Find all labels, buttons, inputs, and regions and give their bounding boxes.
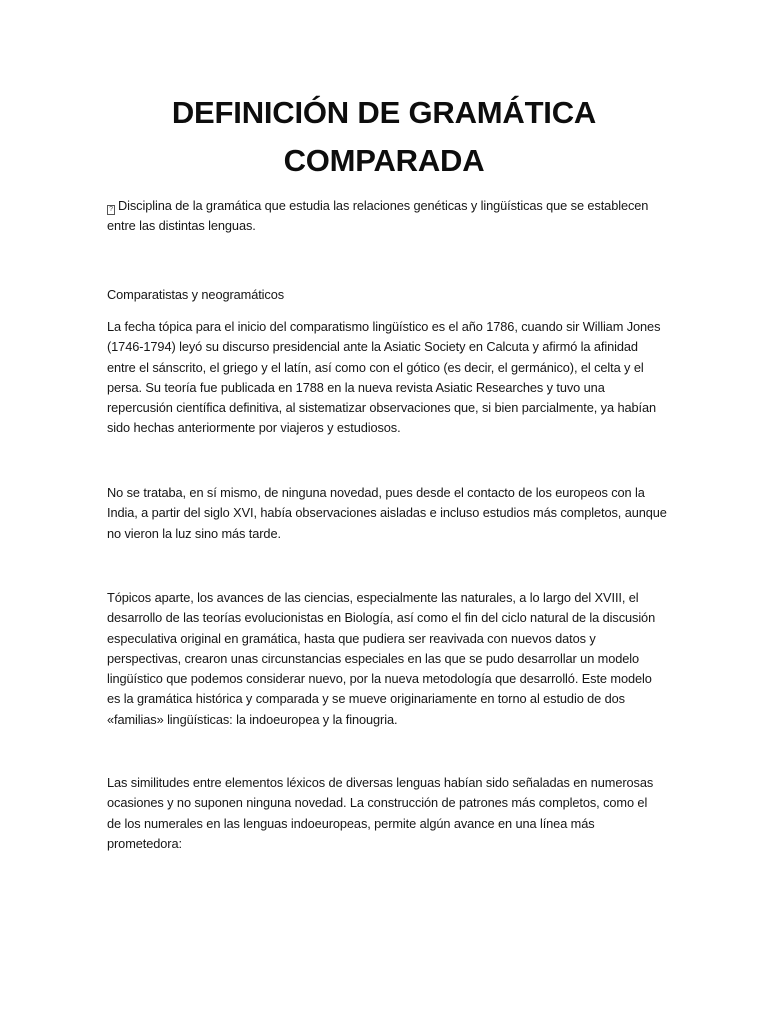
section-heading (107, 285, 673, 305)
paragraph-line: ocasiones y no suponen ninguna novedad. La construcción de patrones más completos, como el (107, 795, 648, 811)
paragraph-line: prometedora: (107, 835, 182, 851)
paragraph-1 (107, 317, 673, 439)
page-title-line-1: DEFINICIÓN DE GRAMÁTICA (171, 95, 597, 130)
missing-glyph-icon: ? (107, 205, 115, 215)
intro-line-1 (107, 196, 673, 216)
page-title-line-2: COMPARADA (283, 143, 485, 178)
paragraph-line: entre el sánscrito, el griego y el latín, así como con el gótico (es decir, el germánico), el celta y el (107, 359, 644, 375)
paragraph-line: India, a partir del siglo XVI, había observaciones aisladas e incluso estudios más completos, aunque (107, 505, 667, 521)
paragraph-line: repercusión científica definitiva, al sistematizar observaciones que, si bien parcialmente, ya habían (107, 400, 656, 416)
paragraph-line: No se trataba, en sí mismo, de ninguna novedad, pues desde el contacto de los europeos con la (107, 485, 645, 500)
paragraph-line: no vieron la luz sino más tarde. (107, 525, 281, 541)
intro-definition (107, 196, 673, 237)
paragraph-line: especulativa original en gramática, hasta que pudiera ser reavivada con nuevos datos y (107, 630, 596, 646)
paragraph-line: sido hechas anteriormente por viajeros y estudiosos. (107, 420, 401, 436)
paragraph-line: desarrollo de las teorías evolucionistas en Biología, así como el fin del ciclo natural de la discusión (107, 610, 656, 626)
paragraph-line: La fecha tópica para el inicio del comparatismo lingüístico es el año 1786, cuando sir William Jones (107, 319, 661, 334)
paragraph-line: Tópicos aparte, los avances de las ciencias, especialmente las naturales, a lo largo del XVIII, el (107, 590, 639, 605)
paragraph-line: Las similitudes entre elementos léxicos de diversas lenguas habían sido señaladas en numerosas (107, 775, 654, 790)
paragraph-3 (107, 588, 673, 730)
paragraph-line: de los numerales en las lenguas indoeuropeas, permite algún avance en una línea más (107, 815, 595, 831)
paragraph-4 (107, 773, 673, 854)
paragraph-line: (1746-1794) leyó su discurso presidencial ante la Asiatic Society en Calcuta y afirmó la afinidad (107, 339, 638, 355)
paragraph-line: «familias» lingüísticas: la indoeuropea y la finougria. (107, 711, 398, 727)
paragraph-2 (107, 483, 673, 544)
paragraph-line: persa. Su teoría fue publicada en 1788 en la nueva revista Asiatic Researches y tuvo una (107, 379, 605, 395)
intro-text-1: Disciplina de la gramática que estudia las relaciones genéticas y lingüísticas que se establecen (118, 198, 649, 213)
paragraph-line: perspectivas, crearon unas circunstancias especiales en las que se pudo desarrollar un modelo (107, 650, 640, 666)
intro-line-2: entre las distintas lenguas. (107, 218, 256, 234)
paragraph-line: es la gramática histórica y comparada y se mueve originariamente en torno al estudio de dos (107, 691, 625, 707)
paragraph-line: lingüístico que podemos considerar nuevo, por la nueva metodología que desarrolló. Este modelo (107, 671, 652, 687)
section-heading-text: Comparatistas y neogramáticos (107, 287, 285, 302)
